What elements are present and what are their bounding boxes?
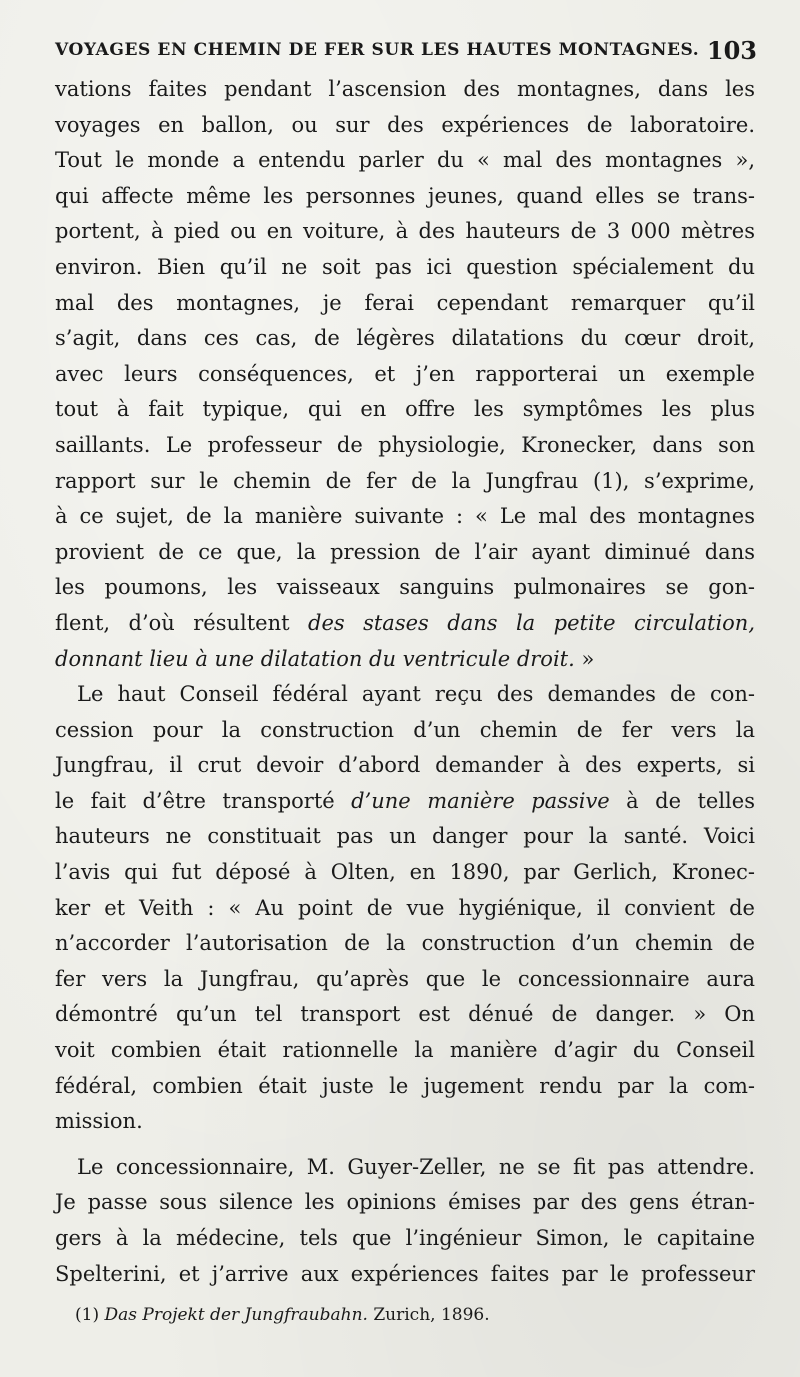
text-line: hauteurs ne constituait pas un danger pour la santé. Voici: [55, 824, 755, 849]
text-line: Je passe sous silence les opinions émises par des gens étran-: [55, 1190, 755, 1215]
text-line: [55, 606, 755, 642]
running-title: VOYAGES EN CHEMIN DE FER SUR LES HAUTES MONTAGNES.: [55, 40, 700, 60]
text-line: vations faites pendant l’ascension des montagnes, dans les: [55, 77, 755, 101]
italic-segment: d’une manière passive: [351, 788, 610, 813]
text-line: avec leurs conséquences, et j’en rapporterai un exemple: [55, 361, 755, 386]
text-segment: le fait d’être transporté: [55, 788, 352, 813]
text-line: Le concessionnaire, M. Guyer-Zeller, ne se fit pas attendre.: [77, 1154, 755, 1179]
text-line: fer vers la Jungfrau, qu’après que le concessionnaire aura: [55, 966, 755, 991]
paragraph-gap: [55, 1140, 755, 1150]
text-line: s’agit, dans ces cas, de légères dilatations du cœur droit,: [55, 326, 755, 351]
text-line: mission.: [55, 1109, 143, 1134]
text-line: saillants. Le professeur de physiologie, Kronecker, dans son: [55, 432, 755, 457]
text-line: Tout le monde a entendu parler du « mal des montagnes »,: [55, 148, 755, 173]
page-number: 103: [706, 36, 757, 65]
footnote-marker: (1): [75, 1305, 100, 1325]
text-line: fédéral, combien était juste le jugement rendu par la com-: [55, 1073, 755, 1098]
italic-segment: donnant lieu à une dilatation du ventricule droit.: [55, 646, 575, 671]
footnote-title: Das Projekt der Jungfraubahn.: [104, 1305, 368, 1325]
text-line: [55, 642, 755, 678]
text-line: cession pour la construction d’un chemin de fer vers la: [55, 717, 755, 742]
text-line: à ce sujet, de la manière suivante : « Le mal des montagnes: [55, 504, 755, 529]
text-line: les poumons, les vaisseaux sanguins pulmonaires se gon-: [55, 575, 755, 600]
text-line: voyages en ballon, ou sur des expériences de laboratoire.: [55, 112, 755, 137]
text-line: [55, 784, 755, 820]
text-line: qui affecte même les personnes jeunes, quand elles se trans-: [55, 183, 755, 208]
text-segment: à de telles: [609, 788, 755, 813]
text-line: tout à fait typique, qui en offre les symptômes les plus: [55, 397, 755, 422]
footnote-citation: Zurich, 1896.: [367, 1305, 490, 1325]
italic-segment: des stases dans la petite circulation,: [308, 610, 755, 635]
text-line: portent, à pied ou en voiture, à des hauteurs de 3 000 mètres: [55, 219, 755, 244]
text-line: Spelterini, et j’arrive aux expériences faites par le professeur: [55, 1261, 755, 1286]
text-line: démontré qu’un tel transport est dénué de danger. » On: [55, 1002, 755, 1027]
text-line: n’accorder l’autorisation de la construction d’un chemin de: [55, 931, 755, 956]
text-line: gers à la médecine, tels que l’ingénieur Simon, le capitaine: [55, 1226, 755, 1250]
page-header: [55, 36, 757, 66]
text-segment: »: [574, 646, 595, 671]
text-line: mal des montagnes, je ferai cependant remarquer qu’il: [55, 290, 755, 315]
body-text: [55, 72, 755, 1292]
footnote: [75, 1305, 490, 1325]
text-line: environ. Bien qu’il ne soit pas ici question spécialement du: [55, 254, 755, 279]
text-line: rapport sur le chemin de fer de la Jungfrau (1), s’exprime,: [55, 468, 755, 493]
text-line: ker et Veith : « Au point de vue hygiénique, il convient de: [55, 895, 755, 920]
text-line: Le haut Conseil fédéral ayant reçu des demandes de con-: [77, 682, 755, 707]
text-line: l’avis qui fut déposé à Olten, en 1890, par Gerlich, Kronec-: [55, 860, 755, 885]
text-line: voit combien était rationnelle la manière d’agir du Conseil: [55, 1038, 755, 1063]
text-segment: flent, d’où résultent: [55, 610, 308, 635]
text-line: provient de ce que, la pression de l’air ayant diminué dans: [55, 539, 755, 564]
text-line: Jungfrau, il crut devoir d’abord demander à des experts, si: [55, 753, 755, 778]
